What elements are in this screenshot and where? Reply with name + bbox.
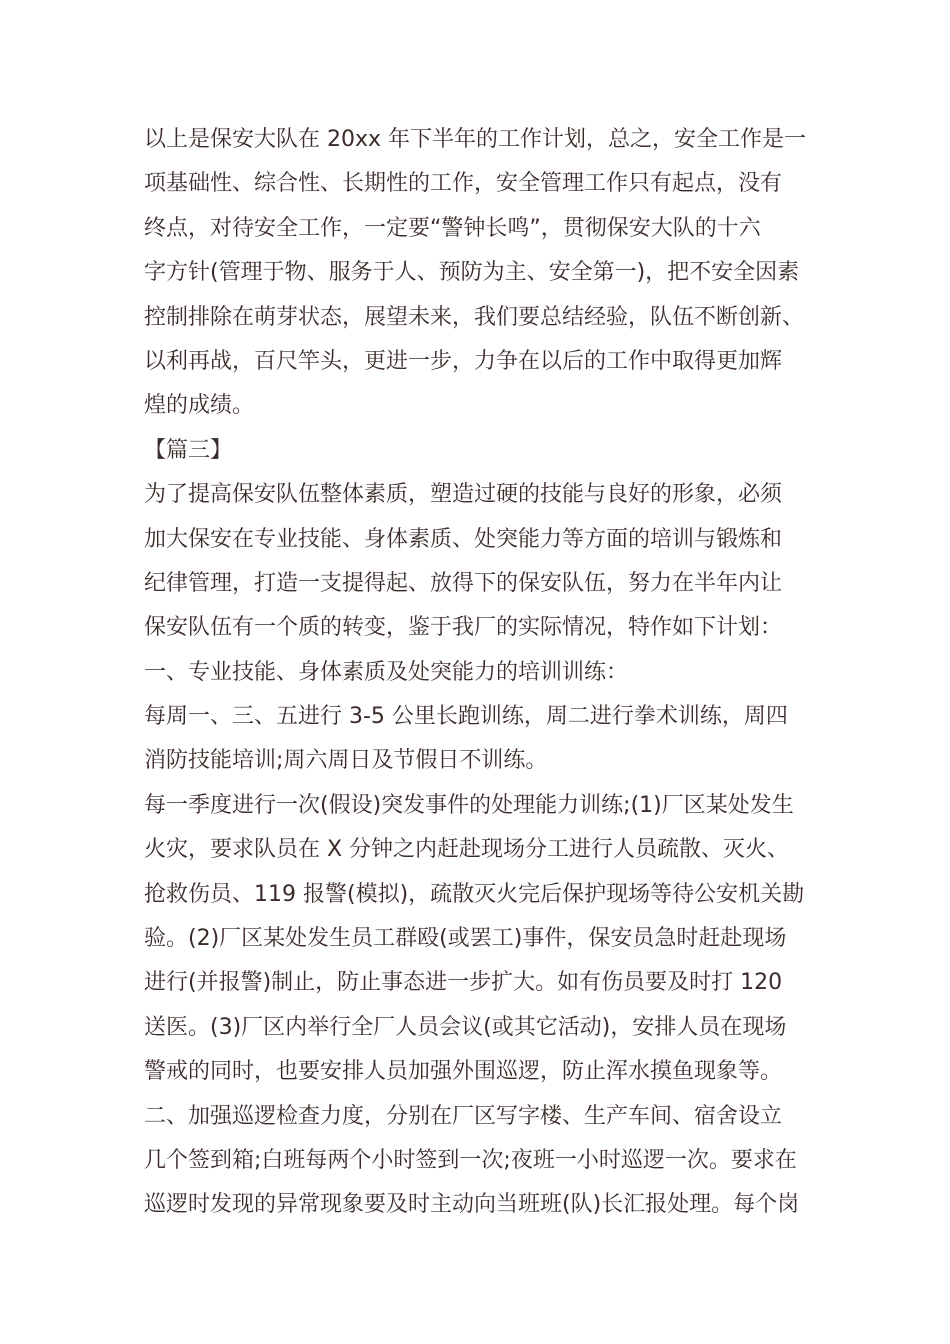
item-heading: 一、专业技能、身体素质及处突能力的培训训练： (144, 659, 629, 685)
text-line: 以上是保安大队在 20xx 年下半年的工作计划，总之，安全工作是一 (144, 127, 807, 152)
text-line: 巡逻时发现的异常现象要及时主动向当班班(队)长汇报处理。每个岗 (144, 1192, 800, 1218)
section-heading: 【篇三】 (144, 437, 233, 463)
text-line: 抢救伤员、119 报警(模拟)，疏散灭火完后保护现场等待公安机关勘 (144, 881, 805, 907)
text-line: 为了提高保安队伍整体素质，塑造过硬的技能与良好的形象，必须 (144, 482, 783, 508)
text-line: 送医。(3)厂区内举行全厂人员会议(或其它活动)，安排人员在现场 (144, 1014, 787, 1040)
text-line: 纪律管理，打造一支提得起、放得下的保安队伍，努力在半年内让 (144, 570, 783, 596)
text-line: 项基础性、综合性、长期性的工作，安全管理工作只有起点，没有 (144, 171, 783, 197)
text-line: 消防技能培训;周六周日及节假日不训练。 (144, 748, 548, 774)
text-line: 每一季度进行一次(假设)突发事件的处理能力训练;(1)厂区某处发生 (144, 792, 794, 818)
text-line: 每周一、三、五进行 3-5 公里长跑训练，周二进行拳术训练，周四 (144, 704, 788, 730)
text-line: 几个签到箱;白班每两个小时签到一次;夜班一小时巡逻一次。要求在 (144, 1147, 797, 1173)
item-heading: 二、加强巡逻检查力度，分别在厂区写字楼、生产车间、宿舍设立 (144, 1103, 783, 1129)
text-line: 字方针(管理于物、服务于人、预防为主、安全第一)，把不安全因素 (144, 260, 800, 286)
text-line: 煌的成绩。 (144, 393, 255, 419)
text-line: 保安队伍有一个质的转变，鉴于我厂的实际情况，特作如下计划： (144, 615, 783, 641)
document-body (144, 118, 824, 1228)
text-line: 控制排除在萌芽状态，展望未来，我们要总结经验，队伍不断创新、 (144, 304, 805, 330)
text-line: 警戒的同时，也要安排人员加强外围巡逻，防止浑水摸鱼现象等。 (144, 1059, 783, 1085)
text-line: 加大保安在专业技能、身体素质、处突能力等方面的培训与锻炼和 (144, 526, 783, 552)
text-line: 火灾，要求队员在 X 分钟之内赶赴现场分工进行人员疏散、灭火、 (144, 837, 790, 863)
text-line: 验。(2)厂区某处发生员工群殴(或罢工)事件，保安员急时赶赴现场 (144, 926, 787, 952)
text-line: 进行(并报警)制止，防止事态进一步扩大。如有伤员要及时打 120 (144, 970, 783, 996)
text-line: 终点，对待安全工作，一定要“警钟长鸣”，贯彻保安大队的十六 (144, 215, 761, 241)
text-line: 以利再战，百尺竿头，更进一步，力争在以后的工作中取得更加辉 (144, 348, 783, 374)
